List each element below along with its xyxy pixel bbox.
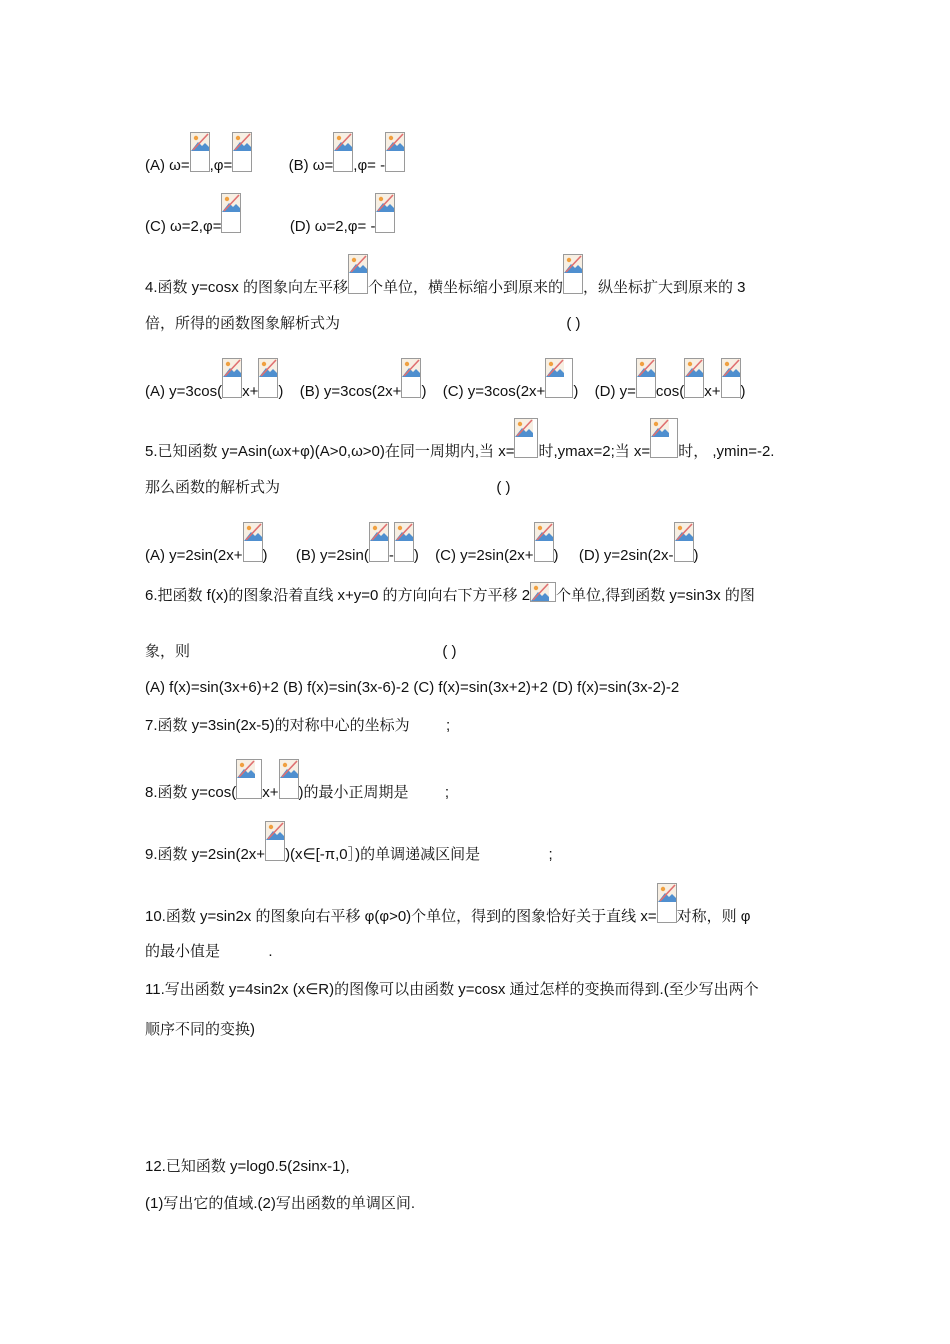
q4-line2: 倍，所得的函数图象解析式为 [145, 315, 341, 332]
q9-part1: 9.函数 y=2sin(2x+ [145, 846, 266, 863]
broken-image-icon [514, 418, 538, 458]
q10-part2: 对称，则 φ [676, 908, 751, 925]
broken-image-icon [258, 358, 278, 398]
q3-options-ab [145, 152, 405, 176]
q4-part2: 个单位，横坐标缩小到原来的 [367, 279, 563, 296]
q10-part1: 10.函数 y=sin2x 的图象向右平移 φ(φ>0)个单位，得到的图象恰好关于直线 x= [145, 908, 657, 925]
q4-part3: ，纵坐标扩大到原来的 3 [582, 279, 746, 296]
broken-image-icon [375, 193, 395, 233]
broken-image-icon [279, 759, 299, 799]
q6-part1: 6.把函数 f(x)的图象沿着直线 x+y=0 的方向向右下方平移 2 [145, 587, 531, 604]
image-placeholder-graphic [386, 133, 404, 151]
image-placeholder-graphic [658, 884, 676, 902]
q4-option-a-3: ) [278, 383, 284, 400]
image-placeholder-graphic [675, 523, 693, 541]
q5-option-b-3: ) [413, 547, 419, 564]
q5-option-b: (B) y=2sin( [295, 547, 369, 564]
image-placeholder-graphic [223, 359, 241, 377]
q4-option-b-2: ) [421, 383, 427, 400]
q3-option-a-prefix: (A) ω= [145, 157, 190, 174]
q3-options-cd [145, 213, 395, 237]
broken-image-icon [545, 358, 573, 398]
broken-image-icon [221, 193, 241, 233]
image-placeholder-graphic [637, 359, 655, 377]
answer-paren: ( ) [496, 479, 511, 496]
image-placeholder-graphic [564, 255, 582, 273]
q5-part2: 时,ymax=2;当 x= [538, 443, 651, 460]
image-placeholder-graphic [349, 255, 367, 273]
q5-option-b-2: - [388, 547, 394, 564]
q8-end: ; [444, 784, 450, 801]
q7-text: 7.函数 y=3sin(2x-5)的对称中心的坐标为 [145, 717, 410, 734]
broken-image-icon [394, 522, 414, 562]
image-placeholder-graphic [515, 419, 533, 437]
q5-line2: 那么函数的解析式为 [145, 479, 281, 496]
q4-option-d-2: cos( [655, 383, 685, 400]
broken-image-icon [684, 358, 704, 398]
q7 [145, 716, 450, 736]
q6-options-text: (A) f(x)=sin(3x+6)+2 (B) f(x)=sin(3x-6)-2 (C) f(x)=sin(3x+2)+2 (D) f(x)=sin(3x-2)-2 [145, 679, 680, 696]
q10-stem-line2 [145, 942, 273, 962]
q11-line1 [145, 980, 759, 1000]
broken-image-icon [401, 358, 421, 398]
q12-text-line1: 12.已知函数 y=log0.5(2sinx-1), [145, 1158, 350, 1175]
broken-image-icon [636, 358, 656, 398]
q12-line1 [145, 1157, 350, 1177]
broken-image-icon [265, 821, 285, 861]
q4-stem [145, 274, 745, 298]
q4-option-d-4: ) [740, 383, 746, 400]
image-placeholder-graphic [531, 583, 549, 601]
image-placeholder-graphic [376, 194, 394, 212]
q10-stem [145, 903, 751, 927]
q5-stem-line2 [145, 478, 511, 498]
q8-part3: )的最小正周期是 [298, 784, 409, 801]
q3-option-d: (D) ω=2,φ= - [289, 218, 376, 235]
q5-options [145, 542, 699, 566]
image-placeholder-graphic [334, 133, 352, 151]
image-placeholder-graphic [546, 359, 564, 377]
image-placeholder-graphic [722, 359, 740, 377]
q3-option-c: (C) ω=2,φ= [145, 218, 222, 235]
q12-text-line2: (1)写出它的值域.(2)写出函数的单调区间. [145, 1195, 416, 1212]
image-placeholder-graphic [222, 194, 240, 212]
q8-part2: x+ [262, 784, 279, 801]
broken-image-icon [190, 132, 210, 172]
q4-option-b: (B) y=3cos(2x+ [299, 383, 402, 400]
q12-line2 [145, 1194, 415, 1214]
image-placeholder-graphic [402, 359, 420, 377]
q5-option-d-2: ) [693, 547, 699, 564]
q10-line2: 的最小值是 [145, 943, 221, 960]
q5-option-d: (D) y=2sin(2x- [578, 547, 674, 564]
q11-line2 [145, 1020, 255, 1040]
q9 [145, 841, 553, 865]
q9-part2: )(x∈[-π,0］)的单调递减区间是 [285, 846, 481, 863]
q5-part1: 5.已知函数 y=Asin(ωx+φ)(A>0,ω>0)在同一周期内,当 x= [145, 443, 515, 460]
broken-image-icon [385, 132, 405, 172]
image-placeholder-graphic [237, 760, 255, 778]
q8 [145, 779, 449, 803]
q4-option-d: (D) y= [594, 383, 636, 400]
q6-stem-line2 [145, 642, 457, 662]
broken-image-icon [534, 522, 554, 562]
q5-option-c: (C) y=2sin(2x+ [435, 547, 534, 564]
q4-option-c: (C) y=3cos(2x+ [442, 383, 546, 400]
q5-option-a-2: ) [262, 547, 268, 564]
answer-paren: ( ) [442, 643, 457, 660]
q4-option-c-2: ) [573, 383, 579, 400]
broken-image-icon [333, 132, 353, 172]
broken-image-icon [369, 522, 389, 562]
q6-stem [145, 582, 755, 606]
q10-end: . [268, 943, 273, 960]
q4-options [145, 378, 746, 402]
broken-image-icon [563, 254, 583, 294]
q4-part1: 4.函数 y=cosx 的图象向左平移 [145, 279, 348, 296]
q5-option-a: (A) y=2sin(2x+ [145, 547, 243, 564]
broken-image-icon [721, 358, 741, 398]
q5-part3: 时， ,ymin=-2. [678, 443, 775, 460]
broken-image-icon [243, 522, 263, 562]
image-placeholder-graphic [370, 523, 388, 541]
q11-text-line1: 11.写出函数 y=4sin2x (x∈R)的图像可以由函数 y=cosx 通过怎样的变换而得到.(至少写出两个 [145, 981, 759, 998]
q5-stem [145, 438, 774, 462]
broken-image-icon [674, 522, 694, 562]
q5-option-c-2: ) [553, 547, 559, 564]
q4-option-a-2: x+ [242, 383, 259, 400]
broken-image-icon [222, 358, 242, 398]
q3-option-a-mid: ,φ= [209, 157, 233, 174]
q9-end: ; [548, 846, 553, 863]
q4-option-d-3: x+ [704, 383, 721, 400]
q4-option-a: (A) y=3cos( [145, 383, 223, 400]
q6-options [145, 678, 679, 698]
image-placeholder-graphic [233, 133, 251, 151]
q3-option-b-mid: ,φ= - [353, 157, 386, 174]
image-placeholder-graphic [266, 822, 284, 840]
broken-image-icon [650, 418, 678, 458]
broken-image-icon [232, 132, 252, 172]
q6-line2: 象，则 [145, 643, 191, 660]
q6-part2: 个单位,得到函数 y=sin3x 的图 [556, 587, 755, 604]
image-placeholder-graphic [651, 419, 669, 437]
answer-paren: ( ) [566, 315, 581, 332]
broken-image-icon [530, 582, 556, 602]
image-placeholder-graphic [535, 523, 553, 541]
q11-text-line2: 顺序不同的变换) [145, 1021, 255, 1038]
image-placeholder-graphic [395, 523, 413, 541]
q7-end: ; [445, 717, 451, 734]
q4-stem-line2 [145, 314, 581, 334]
image-placeholder-graphic [244, 523, 262, 541]
broken-image-icon [348, 254, 368, 294]
image-placeholder-graphic [259, 359, 277, 377]
image-placeholder-graphic [280, 760, 298, 778]
q3-option-b-prefix: (B) ω= [288, 157, 334, 174]
q8-part1: 8.函数 y=cos( [145, 784, 237, 801]
image-placeholder-graphic [685, 359, 703, 377]
broken-image-icon [236, 759, 262, 799]
broken-image-icon [657, 883, 677, 923]
image-placeholder-graphic [191, 133, 209, 151]
